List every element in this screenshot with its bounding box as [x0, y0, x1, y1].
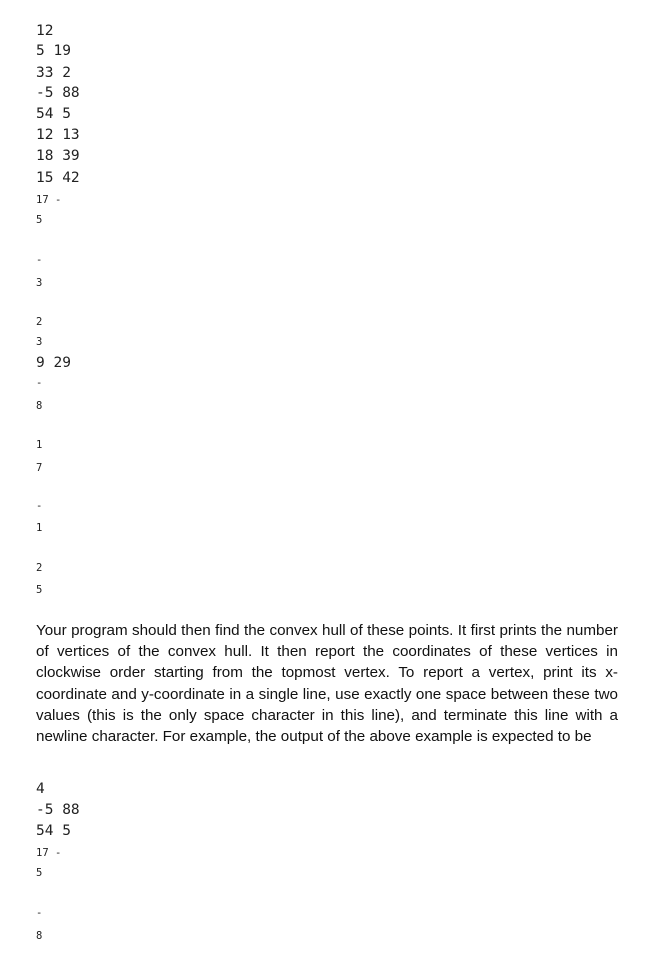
- output-line: 8: [36, 930, 43, 942]
- input-line: 3: [36, 336, 43, 348]
- output-line: 5: [36, 867, 43, 879]
- input-line: -: [36, 377, 43, 389]
- output-line: 4: [36, 781, 45, 797]
- input-line: 3: [36, 277, 43, 289]
- input-line: 9 29: [36, 355, 71, 371]
- input-line: 5: [36, 584, 43, 596]
- input-line: -: [36, 254, 43, 266]
- input-line: -5 88: [36, 85, 80, 101]
- output-line: 17 -: [36, 847, 62, 859]
- output-line: 54 5: [36, 823, 71, 839]
- input-line: 18 39: [36, 148, 80, 164]
- input-line: 2: [36, 316, 43, 328]
- input-line: 8: [36, 400, 43, 412]
- input-line: 5 19: [36, 43, 71, 59]
- input-line: 5: [36, 214, 43, 226]
- input-line: 15 42: [36, 170, 80, 186]
- input-line: 33 2: [36, 65, 71, 81]
- input-line: 17 -: [36, 194, 62, 206]
- input-line: 2: [36, 562, 43, 574]
- output-line: -5 88: [36, 802, 80, 818]
- input-line: 12: [36, 23, 54, 39]
- input-line: -: [36, 500, 43, 512]
- input-line: 1: [36, 439, 43, 451]
- problem-description: Your program should then find the convex hull of these points. It first prints the number of vertices of the convex hull. It then report the coordinates of these vertices in clockwise order starting from the topmost vertex. To report a vertex, print its x-coordinate and y-coordinate in a single line, use exactly one space between these two values (this is the only space character in this line), and terminate this line with a newline character. For example, the output of the above example is expected to be: [36, 622, 618, 746]
- input-line: 7: [36, 462, 43, 474]
- input-line: 1: [36, 522, 43, 534]
- input-line: 54 5: [36, 106, 71, 122]
- output-line: -: [36, 907, 43, 919]
- input-line: 12 13: [36, 127, 80, 143]
